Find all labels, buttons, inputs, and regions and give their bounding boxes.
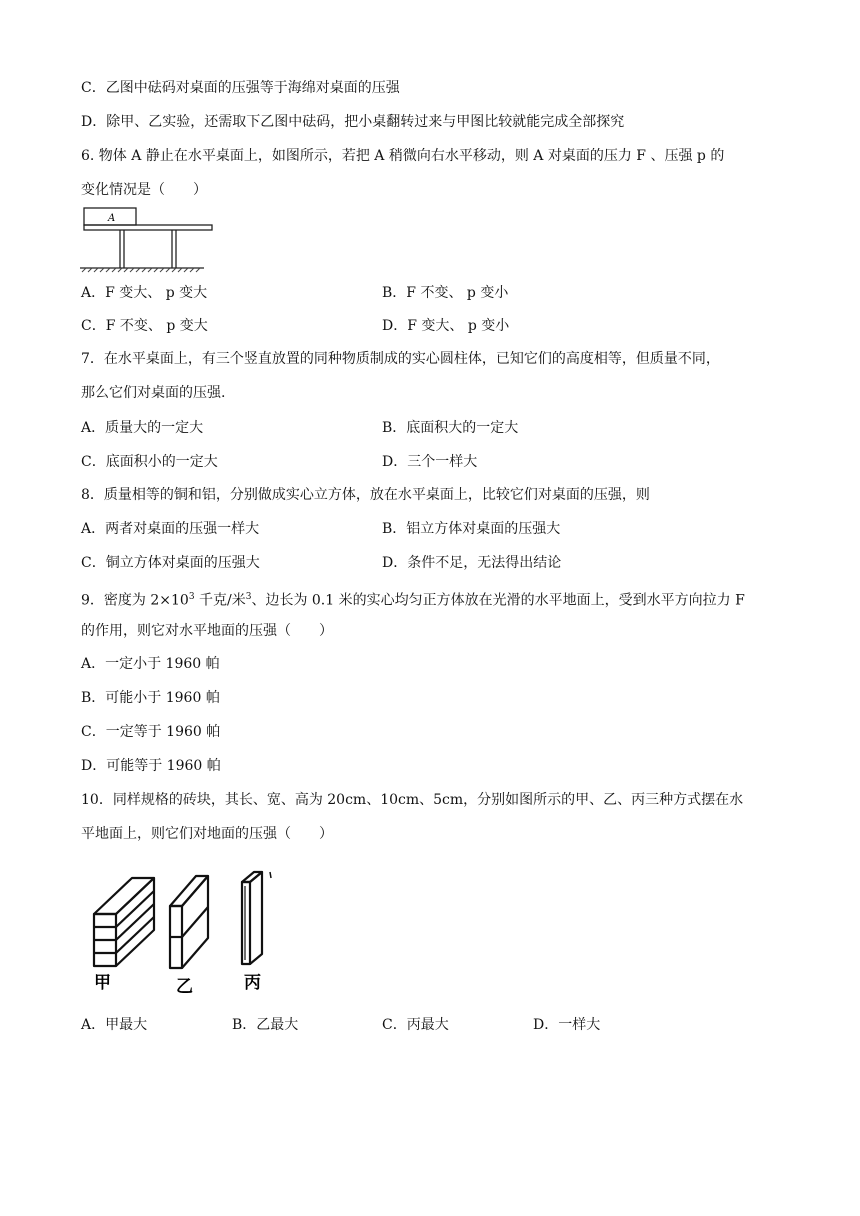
q6-option-b: B．F 不变、 p 变小 xyxy=(382,285,509,301)
q9-stem-part-c: 、边长为 0.1 米的实心均匀正方体放在光滑的水平地面上，受到水平方向拉力 F xyxy=(251,592,745,609)
q6-stem-line1: 6. 物体 A 静止在水平桌面上，如图所示，若把 A 稍微向右水平移动，则 A 对桌面的压力 F 、压强 p 的 xyxy=(81,148,725,164)
q9-stem-line1 xyxy=(81,587,745,611)
q7-option-a: A．质量大的一定大 xyxy=(81,420,204,436)
q7-stem-line2: 那么它们对桌面的压强. xyxy=(81,385,226,401)
prev-option-c: C．乙图中砝码对桌面的压强等于海绵对桌面的压强 xyxy=(81,80,400,96)
q6-option-c: C．F 不变、 p 变大 xyxy=(81,318,208,334)
q8-stem: 8．质量相等的铜和铝，分别做成实心立方体，放在水平桌面上，比较它们对桌面的压强，则 xyxy=(81,487,650,503)
q9-option-d: D．可能等于 1960 帕 xyxy=(81,758,221,774)
q6-option-d: D．F 变大、 p 变小 xyxy=(382,318,510,334)
q9-stem-part-b: 千克/米 xyxy=(194,592,246,609)
q7-stem-line1: 7．在水平桌面上，有三个竖直放置的同种物质制成的实心圆柱体，已知它们的高度相等，但质量不同， xyxy=(81,351,720,367)
q8-option-d: D．条件不足，无法得出结论 xyxy=(382,555,562,571)
q8-option-c: C．铜立方体对桌面的压强大 xyxy=(81,555,260,571)
q6-option-a: A．F 变大、 p 变大 xyxy=(81,285,208,301)
q10-option-c: C．丙最大 xyxy=(382,1017,449,1033)
q6-figure-table-block xyxy=(78,206,218,276)
q9-option-c: C．一定等于 1960 帕 xyxy=(81,724,221,740)
q10-caption-jia: 甲 xyxy=(94,973,111,993)
prev-option-d: D．除甲、乙实验，还需取下乙图中砝码，把小桌翻转过来与甲图比较就能完成全部探究 xyxy=(81,114,625,130)
q9-option-a: A．一定小于 1960 帕 xyxy=(81,656,220,672)
q10-option-a: A．甲最大 xyxy=(81,1017,148,1033)
q9-stem-part-a: 9．密度为 2×10 xyxy=(81,592,189,609)
q7-option-b: B．底面积大的一定大 xyxy=(382,420,519,436)
q9-density-exponent: 3 xyxy=(188,592,195,602)
q10-option-d: D．一样大 xyxy=(533,1017,601,1033)
q7-option-c: C．底面积小的一定大 xyxy=(81,454,218,470)
q10-option-b: B．乙最大 xyxy=(232,1017,299,1033)
q10-caption-bing: 丙 xyxy=(244,973,261,993)
q9-unit-exponent: 3 xyxy=(245,592,252,602)
q8-option-b: B．铝立方体对桌面的压强大 xyxy=(382,521,561,537)
q9-stem-line2: 的作用，则它对水平地面的压强（ ） xyxy=(81,623,333,639)
q10-stem-line2: 平地面上，则它们对地面的压强（ ） xyxy=(81,826,333,842)
q6-figure-label: A xyxy=(108,213,116,224)
q8-option-a: A．两者对桌面的压强一样大 xyxy=(81,521,260,537)
q9-option-b: B．可能小于 1960 帕 xyxy=(81,690,220,706)
q6-stem-line2: 变化情况是（ ） xyxy=(81,182,207,198)
q10-caption-yi: 乙 xyxy=(176,977,193,997)
q10-stem-line1: 10．同样规格的砖块，其长、宽、高为 20cm、10cm、5cm，分别如图所示的甲、乙、丙三种方式摆在水 xyxy=(81,792,744,808)
q10-figure-bricks xyxy=(84,866,294,1000)
q7-option-d: D．三个一样大 xyxy=(382,454,478,470)
